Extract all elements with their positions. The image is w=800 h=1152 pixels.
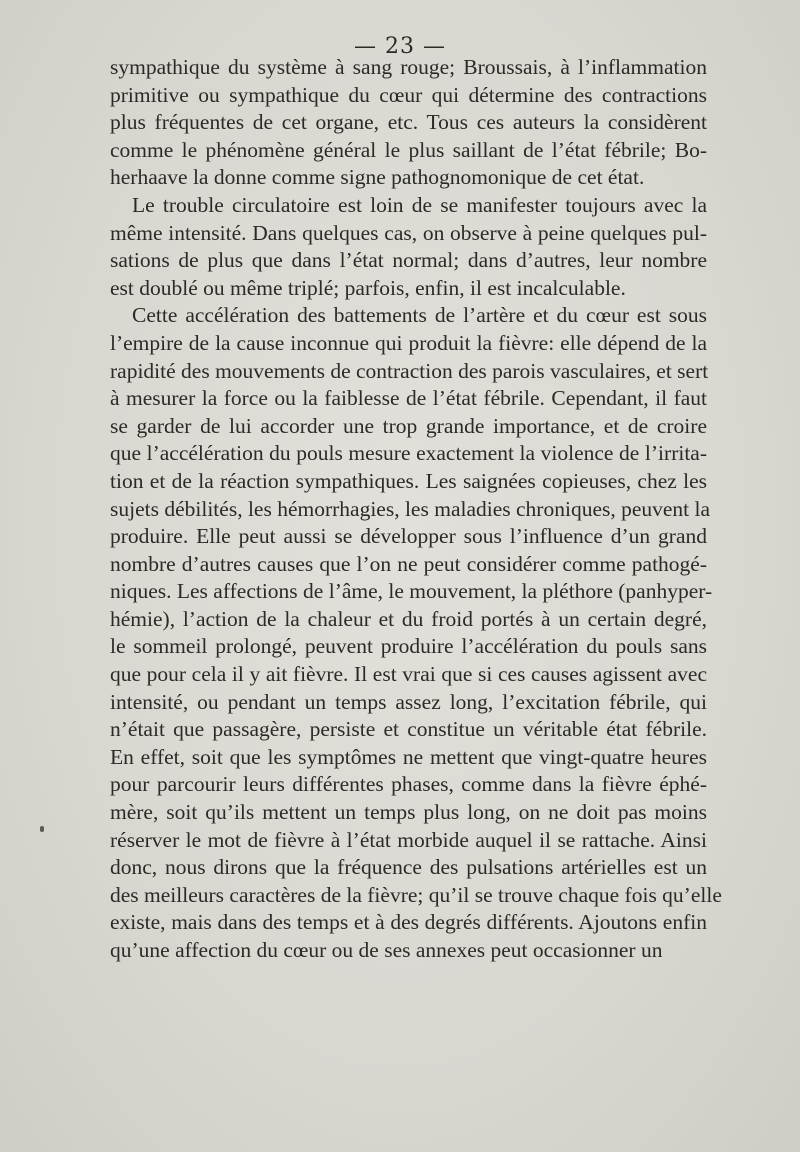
text-line: existe, mais dans des temps et à des degrés différents. Ajoutons enfin [110,910,707,935]
text-line: à mesurer la force ou la faiblesse de l’état fébrile. Cependant, il faut [110,386,707,411]
text-line: herhaave la donne comme signe pathognomonique de cet état. [110,165,645,190]
text-line: sympathique du système à sang rouge; Broussais, à l’inflammation [110,55,707,79]
text-line: hémie), l’action de la chaleur et du froid portés à un certain degré, [110,606,707,631]
text-line: Le trouble circulatoire est loin de se manifester toujours avec la [132,192,707,217]
text-line: primitive ou sympathique du cœur qui détermine des contractions [110,82,707,107]
text-line: que pour cela il y ait fièvre. Il est vrai que si ces causes agissent avec [110,662,707,687]
text-line: donc, nous dirons que la fréquence des pulsations artérielles est un [110,855,707,880]
text-line: plus fréquentes de cet organe, etc. Tous ces auteurs la considèrent [110,110,707,135]
text-line: réserver le mot de fièvre à l’état morbide auquel il se rattache. Ainsi [110,827,707,852]
body-text [110,54,722,965]
text-line: pour parcourir leurs différentes phases, comme dans la fièvre éphé- [110,772,707,797]
text-line: est doublé ou même triplé; parfois, enfin, il est incalculable. [110,275,626,300]
text-line: sations de plus que dans l’état normal; dans d’autres, leur nombre [110,248,707,273]
text-line: n’était que passagère, persiste et constitue un véritable état fébrile. [110,717,707,742]
page-number: — 23 — [354,34,446,59]
text-line: que l’accélération du pouls mesure exactement la violence de l’irrita- [110,441,707,466]
text-line: tion et de la réaction sympathiques. Les saignées copieuses, chez les [110,468,707,493]
text-line: des meilleurs caractères de la fièvre; qu’il se trouve chaque fois qu’elle [110,882,722,907]
ink-speck [40,826,44,832]
text-line: intensité, ou pendant un temps assez long, l’excitation fébrile, qui [110,689,707,714]
text-line: mère, soit qu’ils mettent un temps plus long, on ne doit pas moins [110,800,707,825]
text-line: qu’une affection du cœur ou de ses annexes peut occasionner un [110,938,663,962]
text-line: nombre d’autres causes que l’on ne peut considérer comme pathogé- [110,551,707,576]
text-line: sujets débilités, les hémorrhagies, les maladies chroniques, peuvent la [110,496,711,521]
text-line: rapidité des mouvements de contraction des parois vasculaires, et sert [110,358,709,383]
text-line: niques. Les affections de l’âme, le mouvement, la pléthore (panhyper- [110,579,713,604]
text-line: comme le phénomène général le plus saillant de l’état fébrile; Bo- [110,137,707,162]
text-line: le sommeil prolongé, peuvent produire l’accélération du pouls sans [110,634,707,659]
text-line: En effet, soit que les symptômes ne mettent que vingt-quatre heures [110,744,707,769]
text-line: se garder de lui accorder une trop grande importance, et de croire [110,413,707,438]
text-line: produire. Elle peut aussi se développer sous l’influence d’un grand [110,524,707,549]
text-line: l’empire de la cause inconnue qui produit la fièvre: elle dépend de la [110,330,707,355]
text-line: même intensité. Dans quelques cas, on observe à peine quelques pul- [110,220,707,245]
text-line: Cette accélération des battements de l’artère et du cœur est sous [132,303,707,328]
